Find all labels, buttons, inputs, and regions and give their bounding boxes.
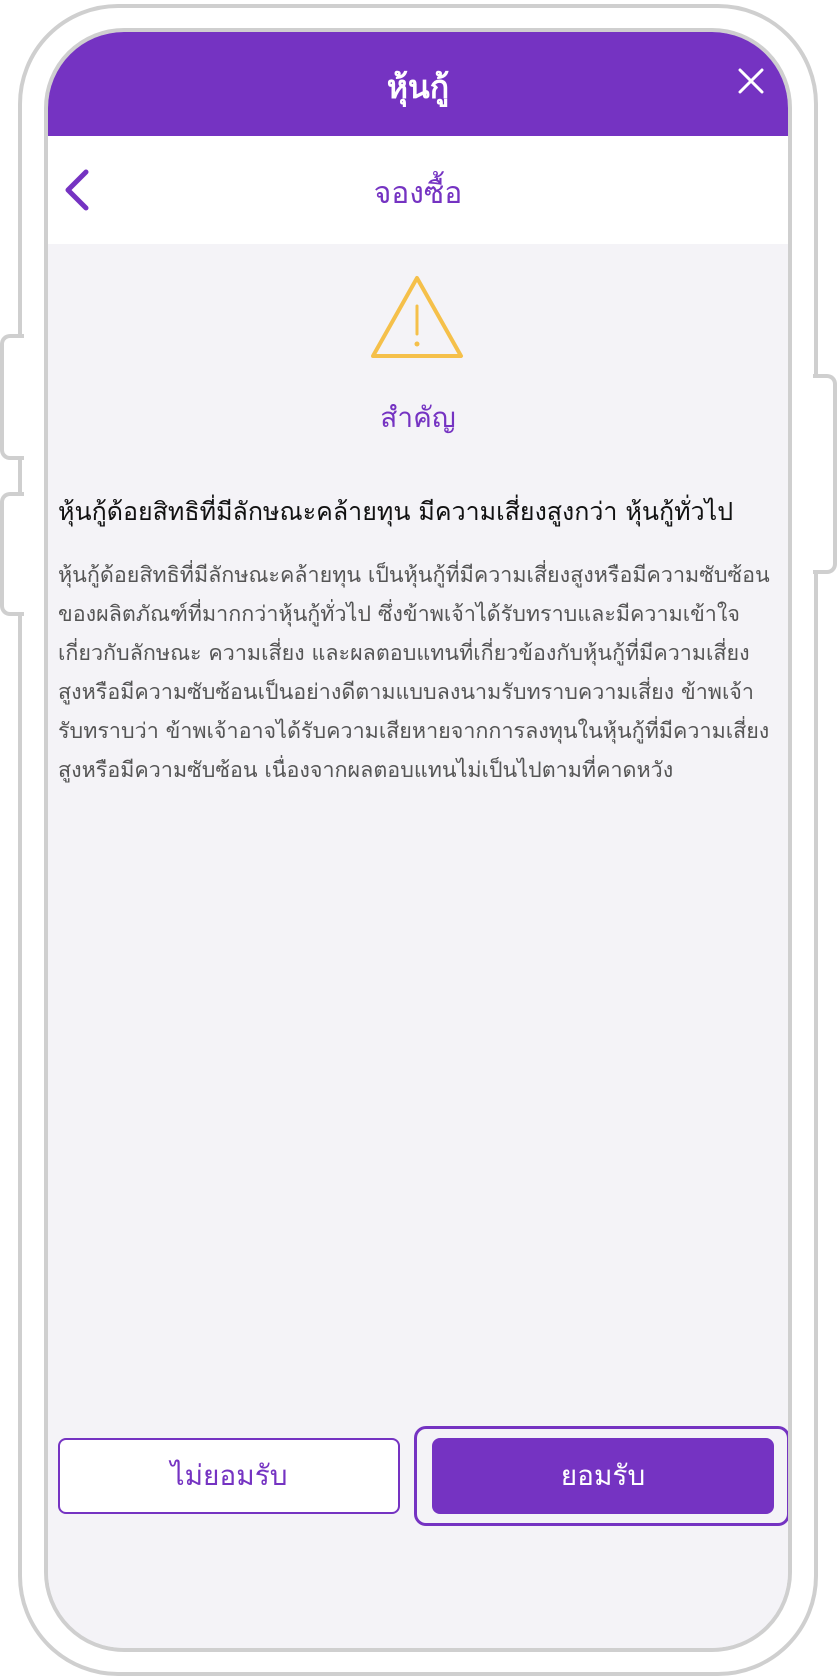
decline-button[interactable]: ไม่ยอมรับ — [58, 1438, 400, 1514]
page-title: หุ้นกู้ — [386, 68, 450, 106]
app-screen — [44, 28, 792, 1652]
risk-heading: หุ้นกู้ด้อยสิทธิที่มีลักษณะคล้ายทุน มีความเสี่ยงสูงกว่า หุ้นกู้ทั่วไป — [58, 497, 734, 526]
important-label: สำคัญ — [380, 401, 456, 434]
device-volume-down-button — [0, 492, 24, 616]
device-volume-up-button — [0, 334, 24, 460]
risk-disclosure-text: หุ้นกู้ด้อยสิทธิที่มีลักษณะคล้ายทุน เป็นหุ้นกู้ที่มีความเสี่ยงสูงหรือมีความซับซ้อนของผลิตภัณฑ์ที่มากกว่าหุ้นกู้ทั่วไป ซึ่งข้าพเจ้าได้รับทราบและมีความเข้าใจเกี่ยวกับลักษณะ ความเสี่ยง และผลตอบแทนที่เกี่ยวข้องกับหุ้นกู้ที่มีความเสี่ยงสูงหรือมีความซับซ้อนเป็นอย่างดีตามแบบลงนามรับทราบความเสี่ยง ข้าพเจ้ารับทราบว่า ข้าพเจ้าอาจได้รับความเสียหายจากการลงทุนในหุ้นกู้ที่มีความเสี่ยงสูงหรือมีความซับซ้อน เนื่องจากผลตอบแทนไม่เป็นไปตามที่คาดหวัง — [58, 563, 770, 783]
warning-triangle-icon — [367, 272, 467, 364]
nav-bar — [48, 136, 788, 244]
bottom-safe-area — [48, 1552, 788, 1652]
top-bar — [48, 32, 788, 136]
accept-button[interactable]: ยอมรับ — [432, 1438, 774, 1514]
nav-title: จองซื้อ — [373, 176, 463, 211]
close-icon[interactable] — [736, 66, 766, 96]
device-power-button — [813, 374, 837, 574]
